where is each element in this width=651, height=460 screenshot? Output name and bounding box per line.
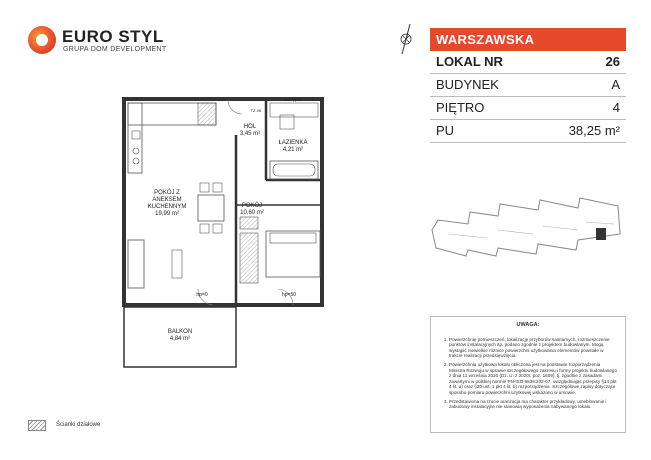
info-row-building bbox=[430, 74, 626, 97]
room-name: HOL bbox=[243, 124, 257, 130]
north-arrow-icon bbox=[394, 22, 418, 56]
legend-label: Ścianki działowe bbox=[56, 422, 101, 428]
info-row-area bbox=[430, 120, 626, 143]
note-item: 1. Powierzchnię pomieszczeń, lokalizację przyborów sanitarnych, rozmieszczenie punktów instalacyjnych itp. podano zgodnie z projektem budowlanym. Mogą wystąpić niewielkie różnice powierzchni użytkowania elementów powstałe w trakcie realizacji przedsięwzięcia. bbox=[449, 337, 617, 359]
threshold-mark: hp=50 bbox=[281, 292, 297, 298]
info-label: BUDYNEK bbox=[436, 77, 499, 92]
door-mark: TZ 4K bbox=[250, 108, 262, 113]
info-label: LOKAL NR bbox=[436, 54, 503, 69]
logo-mark-icon bbox=[28, 26, 56, 54]
info-value: 38,25 m² bbox=[568, 123, 620, 138]
unit-info-table bbox=[430, 28, 626, 143]
room-name: POKÓJ bbox=[241, 203, 263, 209]
floor-plan bbox=[118, 95, 343, 380]
notes-box bbox=[430, 316, 626, 433]
room-label-pokoj bbox=[232, 203, 272, 217]
room-label-pokoj-aneks bbox=[130, 190, 204, 218]
brand-subtitle: GRUPA DOM DEVELOPMENT bbox=[63, 46, 167, 53]
room-label-lazienka bbox=[268, 140, 318, 154]
info-value: 4 bbox=[612, 100, 620, 115]
notes-list bbox=[439, 337, 617, 410]
room-label-hol bbox=[230, 124, 270, 138]
city-header: WARSZAWSKA bbox=[430, 28, 626, 51]
info-row-floor bbox=[430, 97, 626, 120]
room-name: POKÓJ Z ANEKSEM KUCHENNYM bbox=[147, 190, 187, 210]
threshold-mark: hp=0 bbox=[196, 292, 208, 298]
info-label: PU bbox=[436, 123, 455, 138]
info-value: 26 bbox=[605, 54, 620, 69]
info-value: A bbox=[611, 77, 620, 92]
room-area: 4,84 m² bbox=[169, 336, 191, 342]
note-item: 2. Powierzchnia użytkowa lokalu obliczona jest na podstawie rozporządzenia Ministra Rozwoju w sprawie szczegółowego zakresu i formy projektu budowlanego z dnia 11 września 2020 (Dz. U. z 2020r. poz. 1609), tj. zgodnie z zasadami zawartymi w polskiej normie PN-ISO 9836:202-07, uwzględniając przepisy §14 pkt 4 lit. a) oraz §20 ust. 1 pkt 4 lit. b) rozporządzenia. Szczegółowe zapisy dotyczące sposobu pomiaru powierzchni użytkowej wskazano w umowie. bbox=[449, 362, 617, 396]
room-name: ŁAZIENKA bbox=[278, 140, 308, 146]
room-area: 19,99 m² bbox=[155, 211, 179, 217]
notes-title: UWAGA: bbox=[516, 322, 540, 328]
brand-name: EURO STYL bbox=[62, 27, 164, 46]
info-label: PIĘTRO bbox=[436, 100, 485, 115]
brand-logo bbox=[28, 26, 198, 60]
door-mark: brak ppoż bbox=[284, 97, 302, 102]
unit-location-marker bbox=[596, 228, 606, 240]
partition-wall-swatch-icon bbox=[28, 420, 46, 431]
room-name: BALKON bbox=[167, 329, 193, 335]
info-row-unit bbox=[430, 51, 626, 74]
room-area: 3,45 m² bbox=[239, 131, 261, 137]
room-label-balkon bbox=[158, 329, 202, 343]
site-plan-drawing bbox=[428, 190, 626, 260]
note-item: 3. Przedstawiona na rzucie aranżacja ma charakter przykładowy, umeblowanie i zabudowy instalacyjne nie stanowią wyposażenia nabywanego lokalu. bbox=[449, 399, 617, 410]
room-area: 10,60 m² bbox=[240, 210, 264, 216]
room-area: 4,21 m² bbox=[282, 147, 304, 153]
